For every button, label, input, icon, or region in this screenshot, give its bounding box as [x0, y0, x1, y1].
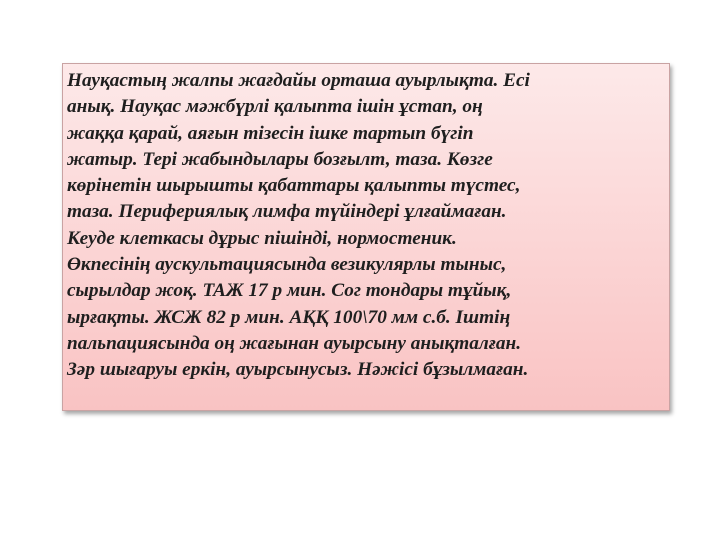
text-line: көрінетін шырышты қабаттары қалыпты түстес,	[67, 175, 521, 197]
text-line: жаққа қарай, аяғын тізесін ішке тартып бүгіп	[67, 122, 474, 144]
clinical-description	[67, 68, 659, 384]
text-line: Зәр шығаруы еркін, ауырсынусыз. Нәжісі бұзылмаған.	[67, 359, 529, 381]
text-line: Науқастың жалпы жағдайы орташа ауырлықта. Есі	[67, 70, 530, 91]
text-line: таза. Перифериялық лимфа түйіндері ұлғаймаған.	[67, 201, 507, 223]
text-line: Кеуде клеткасы дұрыс пішінді, нормостеник.	[67, 227, 457, 249]
text-line: пальпациясында оң жағынан ауырсыну анықталған.	[67, 332, 522, 354]
text-line: анық. Науқас мәжбүрлі қалыпта ішін ұстап, оң	[67, 96, 483, 118]
text-line: сырылдар жоқ. ТАЖ 17 р мин. Сог тондары тұйық,	[67, 280, 512, 302]
clinical-text-box	[62, 63, 670, 411]
text-line: жатыр. Тері жабындылары бозғылт, таза. Көзге	[67, 148, 493, 170]
text-line: Өкпесінің аускультациясында везикулярлы тыныс,	[67, 254, 507, 276]
text-line: ырғақты. ЖСЖ 82 р мин. АҚҚ 100\70 мм с.б. Іштің	[67, 306, 511, 328]
